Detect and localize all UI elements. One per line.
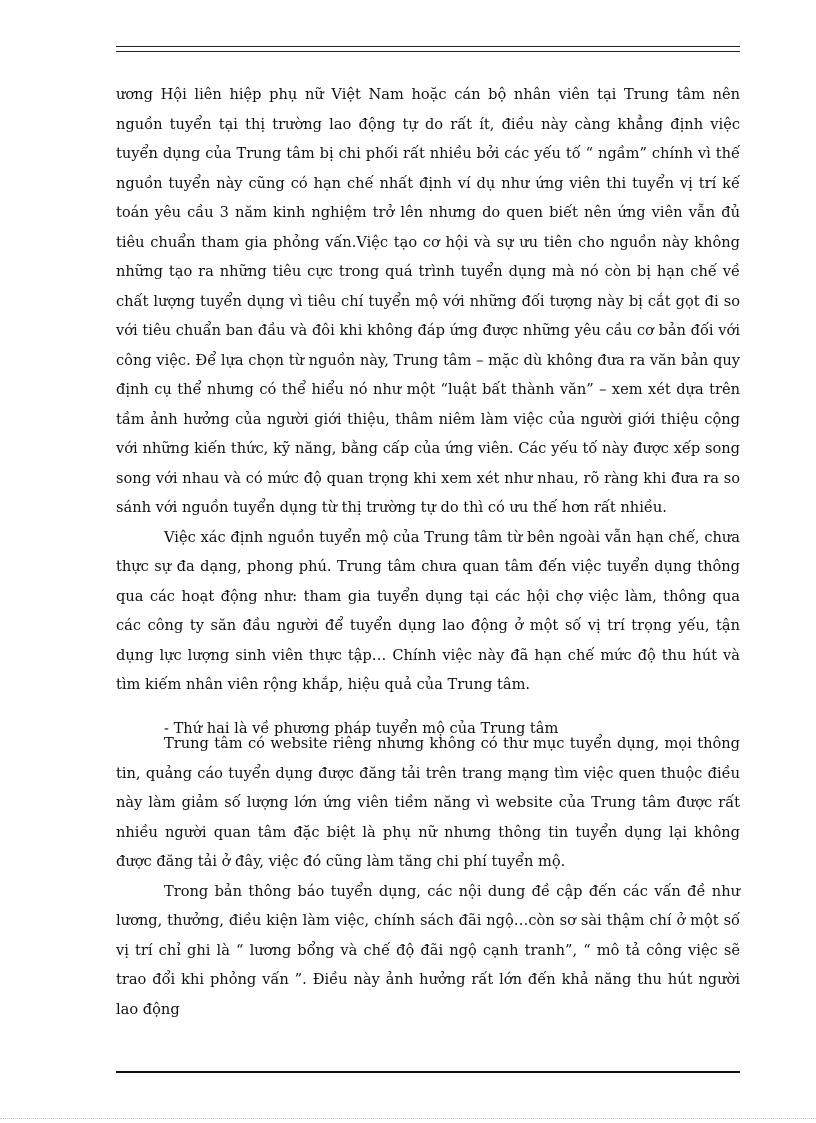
header-rule: [116, 46, 740, 52]
paragraph-2: Việc xác định nguồn tuyển mộ của Trung tâm từ bên ngoài vẫn hạn chế, chưa thực sự đa dạng, phong phú. Trung tâm chưa quan tâm đến việc tuyển dụng thông qua các hoạt động như: tham gia tuyển dụng tại các hội chợ việc làm, thông qua các công ty săn đầu người để tuyển dụng lao động ở một số vị trí trọng yếu, tận dụng lực lượng sinh viên thực tập… Chính việc này đã hạn chế mức độ thu hút và tìm kiếm nhân viên rộng khắp, hiệu quả của Trung tâm.: [116, 528, 740, 693]
paragraph-4: Trung tâm có website riêng nhưng không có thư mục tuyển dụng, mọi thông tin, quảng cáo tuyển dụng được đăng tải trên trang mạng tìm việc quen thuộc điều này làm giảm số lượng lớn ứng viên tiềm năng vì website của Trung tâm được rất nhiều người quan tâm đặc biệt là phụ nữ nhưng thông tin tuyển dụng lại không được đăng tải ở đây, việc đó cũng làm tăng chi phí tuyển mộ.: [116, 735, 740, 870]
footer-rule: [116, 1071, 740, 1073]
paragraph-5: Trong bản thông báo tuyển dụng, các nội dung đề cập đến các vấn đề như lương, thưởng, điều kiện làm việc, chính sách đãi ngộ…còn sơ sài thậm chí ở một số vị trí chỉ ghi là “ lương bổng và chế độ đãi ngộ cạnh tranh”, “ mô tả công việc sẽ trao đổi khi phỏng vấn ”. Điều này ảnh hưởng rất lớn đến khả năng thu hút người lao động: [116, 882, 740, 1018]
page-edge: [0, 1118, 816, 1119]
paragraph-1: ương Hội liên hiệp phụ nữ Việt Nam hoặc cán bộ nhân viên tại Trung tâm nên nguồn tuyển tại thị trường lao động tự do rất ít, điều này càng khẳng định việc tuyển dụng của Trung tâm bị chi phối rất nhiều bởi các yếu tố “ ngầm” chính vì thế nguồn tuyển này cũng có hạn chế nhất định ví dụ như ứng viên thi tuyển vị trí kế toán yêu cầu 3 năm kinh nghiệm trở lên nhưng do quen biết nên ứng viên vẫn đủ tiêu chuẩn tham gia phỏng vấn.Việc tạo cơ hội và sự ưu tiên cho nguồn này không những tạo ra những tiêu cực trong quá trình tuyển dụng mà nó còn bị hạn chế về chất lượng tuyển dụng vì tiêu chí tuyển mộ với những đối tượng này bị cắt gọt đi so với tiêu chuẩn ban đầu và đôi khi không đáp ứng được những yêu cầu cơ bản đối với công việc. Để lựa chọn từ nguồn này, Trung tâm – mặc dù không đưa ra văn bản quy định cụ thể nhưng có thể hiểu nó như một “luật bất thành văn” – xem xét dựa trên tầm ảnh hưởng của người giới thiệu, thâm niêm làm việc của người giới thiệu cộng với những kiến thức, kỹ năng, bằng cấp của ứng viên. Các yếu tố này được xếp song song với nhau và có mức độ quan trọng khi xem xét như nhau, rõ ràng khi đưa ra so sánh với nguồn tuyển dụng từ thị trường tự do thì có ưu thế hơn rất nhiều.: [116, 86, 740, 516]
document-body: [116, 80, 740, 1024]
section-heading: - Thứ hai là về phương pháp tuyển mộ của Trung tâm: [164, 720, 559, 737]
